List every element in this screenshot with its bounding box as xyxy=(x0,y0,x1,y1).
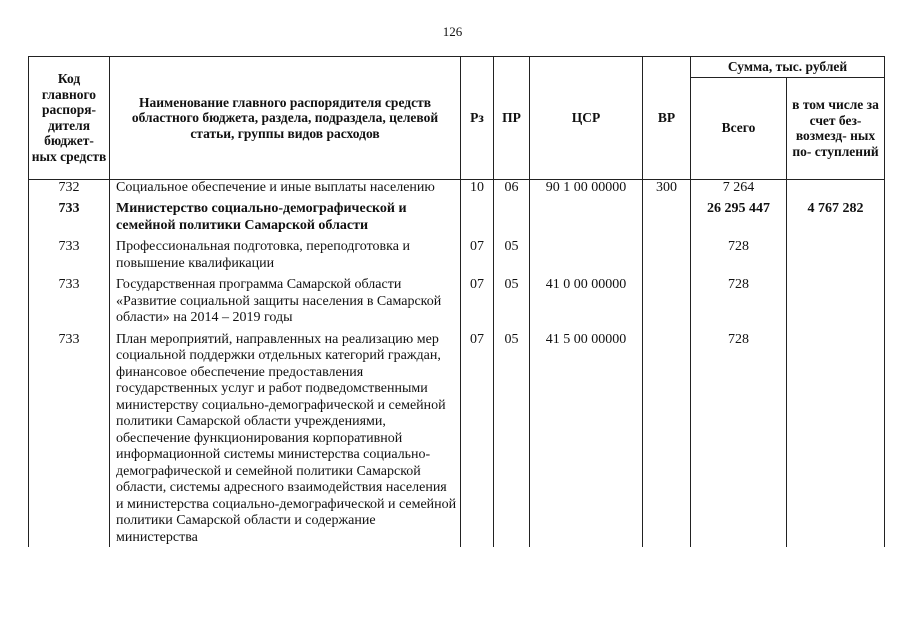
header-pr: ПР xyxy=(494,57,530,180)
cell-csr xyxy=(530,235,643,273)
cell-pr: 05 xyxy=(494,273,530,328)
budget-table xyxy=(28,56,885,547)
cell-code: 733 xyxy=(29,273,110,328)
cell-rz: 07 xyxy=(461,235,494,273)
page-number: 126 xyxy=(442,24,463,39)
cell-total: 7 264 xyxy=(691,179,787,197)
cell-including: 4 767 282 xyxy=(787,197,885,235)
cell-including xyxy=(787,328,885,548)
header-code: Код главного распоря- дителя бюджет- ных средств xyxy=(29,57,110,180)
cell-vr xyxy=(643,328,691,548)
cell-vr: 300 xyxy=(643,179,691,197)
cell-pr: 06 xyxy=(494,179,530,197)
cell-code: 733 xyxy=(29,328,110,548)
header-total: Всего xyxy=(691,77,787,179)
cell-name: Министерство социально-демографической и семейной политики Самарской области xyxy=(110,197,461,235)
cell-total: 728 xyxy=(691,328,787,548)
cell-rz: 07 xyxy=(461,328,494,548)
cell-pr: 05 xyxy=(494,235,530,273)
cell-csr: 90 1 00 00000 xyxy=(530,179,643,197)
cell-including xyxy=(787,235,885,273)
cell-csr: 41 0 00 00000 xyxy=(530,273,643,328)
table-row xyxy=(29,235,885,273)
cell-total: 728 xyxy=(691,273,787,328)
cell-total: 728 xyxy=(691,235,787,273)
cell-pr xyxy=(494,197,530,235)
cell-including xyxy=(787,179,885,197)
cell-code: 733 xyxy=(29,197,110,235)
cell-name: Социальное обеспечение и иные выплаты населению xyxy=(110,179,461,197)
cell-csr: 41 5 00 00000 xyxy=(530,328,643,548)
cell-total: 26 295 447 xyxy=(691,197,787,235)
cell-vr xyxy=(643,197,691,235)
cell-rz: 10 xyxy=(461,179,494,197)
cell-rz: 07 xyxy=(461,273,494,328)
table-row xyxy=(29,328,885,548)
cell-code: 732 xyxy=(29,179,110,197)
header-rz: Рз xyxy=(461,57,494,180)
table-row xyxy=(29,197,885,235)
header-vr: ВР xyxy=(643,57,691,180)
table-row xyxy=(29,273,885,328)
cell-code: 733 xyxy=(29,235,110,273)
header-name: Наименование главного распорядителя средств областного бюджета, раздела, подраздела, целевой статьи, группы видов расходов xyxy=(110,57,461,180)
cell-name: Государственная программа Самарской области «Развитие социальной защиты населения в Самарской области» на 2014 – 2019 годы xyxy=(110,273,461,328)
cell-pr: 05 xyxy=(494,328,530,548)
table-row xyxy=(29,179,885,197)
cell-rz xyxy=(461,197,494,235)
cell-including xyxy=(787,273,885,328)
cell-name: Профессиональная подготовка, переподготовка и повышение квалификации xyxy=(110,235,461,273)
header-csr: ЦСР xyxy=(530,57,643,180)
cell-vr xyxy=(643,235,691,273)
header-sum: Сумма, тыс. рублей xyxy=(691,57,885,78)
cell-name: План мероприятий, направленных на реализацию мер социальной поддержки отдельных категорий граждан, финансовое обеспечение предоставления государственных услуг и работ подведомственными министерству социально-демографической и семейной политики Самарской области учреждениями, обеспечение функционирования корпоративной информационной системы министерства социально-демографической и семейной политики Самарской области, системы адресного взаимодействия населения и министерства социально-демографической и семейной политики Самарской области и содержание министерства xyxy=(110,328,461,548)
header-including: в том числе за счет без- возмезд- ных по- ступлений xyxy=(787,77,885,179)
cell-csr xyxy=(530,197,643,235)
cell-vr xyxy=(643,273,691,328)
